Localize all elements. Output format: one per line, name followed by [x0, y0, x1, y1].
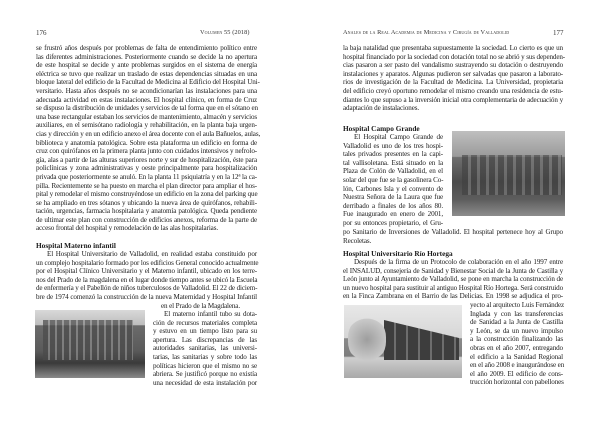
text-line: biblioteca y anatomía patológica. Sobre esta plataforma un edificio en forma de: [36, 138, 257, 147]
text-line: cias pasaron a ser pasto del vandalismo sustrayendo su dotación o destruyendo: [343, 61, 563, 70]
photo-hospital-materno-infantil: [35, 310, 145, 378]
text-line: lón, Carbones Isla y el convento de: [343, 184, 443, 193]
text-line: El materno infantil tubo su dota-: [164, 310, 257, 318]
text-line: adecuada actividad en estas instalaciones. El hospital clínico, en forma de Cruz: [36, 95, 257, 104]
text-line: de enfermería y el Pabellón de niños tuberculosos de Valladolid. El 22 de diciem-: [36, 284, 258, 293]
text-line: a la construcción finalizando las: [470, 335, 563, 344]
text-line: bre de 1974 comenzó la construcción de la nueva Maternidad y Hospital Infantil: [36, 292, 257, 301]
text-line: una necesidad de esta instalación por: [153, 378, 257, 387]
text-line: por su entonces propietario, el Gru-: [343, 218, 443, 227]
running-head-right: Anales de la Real Academia de Medicina y Cirugía de Valladolid: [343, 29, 510, 36]
left-paragraph-materno-side: [153, 310, 257, 387]
text-line: políticas hicieron que el mismo no se: [153, 361, 257, 370]
text-line: adaptación de instalaciones.: [343, 104, 420, 113]
text-line: Inglada y con las transferencias: [470, 309, 563, 318]
text-line: tales privados presentes en la capi-: [343, 150, 443, 159]
text-line: y León, se da un nuevo impulso: [470, 326, 563, 335]
text-line: se frustró años después por problemas de falta de entendimiento político entre: [36, 44, 257, 52]
text-line: bloque lateral del edificio de la Facultad de Medicina al Edificio del Hospital Uni-: [36, 78, 260, 87]
text-line: abriera. Se justificó porque no existía: [153, 370, 257, 379]
heading-hospital-campo-grande: Hospital Campo Grande: [343, 124, 420, 133]
page-number-left: 176: [36, 29, 47, 37]
text-line: en la Finca Zambrana en el Barrio de las Delicias. En 1998 se adjudica el pro-: [343, 292, 563, 301]
right-paragraph-1: [343, 44, 566, 113]
text-line: auxiliares, en el semisótano radiología y rehabilitación, en la planta baja urgen-: [36, 121, 257, 130]
text-line: cias y dirección y en un edificio anexo el área docente con el aula Bañuelos, aulas,: [36, 129, 261, 138]
text-line: Nuestra Señora de la Laura que fue: [343, 193, 443, 202]
text-line: ción de recursos materiales completa: [153, 318, 257, 327]
text-line: nos del Prado de la magdalena en el lugar donde tiempo antes se ubicó la Escuela: [36, 275, 258, 284]
text-line: en el Prado de la Magdalena.: [161, 301, 240, 310]
heading-hospital-rio-hortega: Hospital Universitario Río Hortega: [343, 249, 453, 258]
text-line: solar del que fue se la gasolinera Co-: [343, 175, 444, 184]
text-line: de este hospital se decide y ante problemas surgidos en el sistema de energía: [36, 61, 257, 70]
text-line: del edificio creyó oportuno remodelar el mismo creando una residencia de estu-: [343, 86, 563, 95]
text-line: cruz con quirófanos en la primera planta junto con cuidados intensivos y nefrolo-: [36, 147, 257, 156]
text-line: el INSALUD, consejería de Sanidad y Bienestar Social de la Junta de Castilla y: [343, 266, 563, 275]
text-line: por el Hospital Clínico Universitario y el Materno infantil, ubicado en los terre-: [36, 267, 257, 276]
text-line: Después de la firma de un Protocolo de colaboración en el año 1997 entre: [354, 258, 563, 266]
text-line: versitario. Hasta años después no se acondicionarían las instalaciones para una: [36, 86, 257, 95]
text-line: gía, alas a partir de las alturas superiores norte y sur de hospitalización, éste para: [36, 155, 257, 164]
text-line: po Sanitario de Inversiones de Valladolid. El hospital pertenece hoy al Grupo: [343, 228, 563, 236]
text-line: policlínicas y zona administrativas y oeste principalmente para hospitalización: [36, 164, 257, 173]
text-line: y estuvo en un tiempo listo para su: [153, 327, 257, 336]
text-line: tarias, las sanitarias y sobre todo las: [153, 352, 257, 361]
text-line: un nuevo hospital para sustituir al antiguo Hospital Río Hortega. Será construido: [343, 283, 563, 292]
running-head-left: Volumen 55 (2018): [200, 29, 250, 36]
text-line: las diferentes administraciones. Posteriormente cuando se decide la no apertura: [36, 52, 257, 61]
text-line: un complejo hospitalario formado por los edificios General conocido actualmente: [36, 258, 259, 267]
text-line: tal vallisoletana. Está situado en la: [343, 158, 443, 167]
text-line: eléctrica se tuvo que realizar un traslado de estas dependencias situadas en una: [36, 69, 257, 78]
text-line: pital y remodelar el mismo construyéndose un edificio en la zona del parking que: [36, 190, 258, 199]
text-line: acceso frontal del hospital y remodelación de las alas hospitalarias.: [36, 224, 219, 233]
campo-grande-full-text: [343, 228, 563, 245]
text-line: tación, urgencias, farmacia hospitalaria y anatomía patológica. Queda pendiente: [36, 207, 257, 216]
text-line: Plaza de Colón de Valladolid, en el: [343, 167, 443, 176]
rio-hortega-full-text: [343, 258, 563, 301]
text-line: el edificio a la Sanidad Regional: [470, 352, 563, 361]
text-line: privada que posteriormente se anuló. En la planta 11 psiquiatría y en la 12ª la ca-: [36, 172, 257, 181]
text-line: el año 2009. El edificio de cons-: [470, 369, 563, 378]
left-paragraph-materno: [36, 250, 257, 310]
campo-grande-side-text: [343, 133, 443, 228]
text-line: obras en el año 2007, entregando: [470, 343, 563, 352]
text-line: apertura. Las discrepancias de las: [153, 335, 257, 344]
text-line: diantes lo que supuso a la inversión inicial otra complementaria de adecuación y: [343, 95, 563, 104]
text-line: Fue inaugurado en enero de 2001,: [343, 210, 443, 219]
text-line: instalaciones y aparatos. Algunas pudieron ser salvadas que pasaron a laborato-: [343, 69, 563, 78]
text-line: de Sanidad a la Junta de Castilla: [470, 318, 563, 327]
text-line: León junto al Ayuntamiento de Valladolid, se pone en marcha la construcción de: [343, 275, 563, 284]
text-line: la baja natalidad que presentaba supuestamente la sociedad. Lo cierto es que un: [343, 44, 563, 52]
heading-hospital-materno-infantil: Hospital Materno infantil: [36, 241, 116, 250]
text-line: El Hospital Universitario de Valladolid, en realidad estaba constituido por: [47, 250, 257, 258]
text-line: de ultimar este plan con construcción de edificios anexos, reforma de la parte de: [36, 215, 257, 224]
text-line: autoridades sanitarias, las universi-: [153, 344, 257, 353]
text-line: Valladolid es uno de los tres hospi-: [343, 141, 443, 150]
text-line: yecto al arquitecto Luis Fernández: [470, 301, 565, 309]
text-line: trucción horizontal con pabellones: [470, 378, 564, 387]
text-line: hospital financiado por la sociedad con dotación total no se abrió y sus dependen-: [343, 52, 566, 61]
text-line: rios de investigación de la Facultad de Medicina. La Universidad, propietaria: [343, 78, 563, 87]
text-line: Recoletas.: [343, 236, 372, 245]
text-line: se ha ampliado en tres sótanos y ubicando la nueva área de quirófanos, rehabili-: [36, 198, 257, 207]
rio-hortega-side-text: [470, 301, 563, 387]
text-line: una base rectangular estaban los servicios de mantenimiento, almacén y servicios: [36, 112, 258, 121]
left-paragraph-1: [36, 44, 261, 233]
photo-hospital-campo-grande: [452, 131, 565, 216]
text-line: El Hospital Campo Grande de: [354, 133, 443, 141]
photo-hospital-rio-hortega: [344, 305, 462, 378]
text-line: se dispuso la distribución de unidades y servicios de tal forma que en el sótano en: [36, 104, 258, 113]
text-line: pilla. Recientemente se ha puesto en marcha el plan director para ampliar el hos-: [36, 181, 257, 190]
text-line: en el año 2008 e inaugurándose en: [470, 361, 565, 370]
page-number-right: 177: [553, 29, 564, 37]
text-line: derribado a finales de los años 80.: [343, 201, 443, 210]
